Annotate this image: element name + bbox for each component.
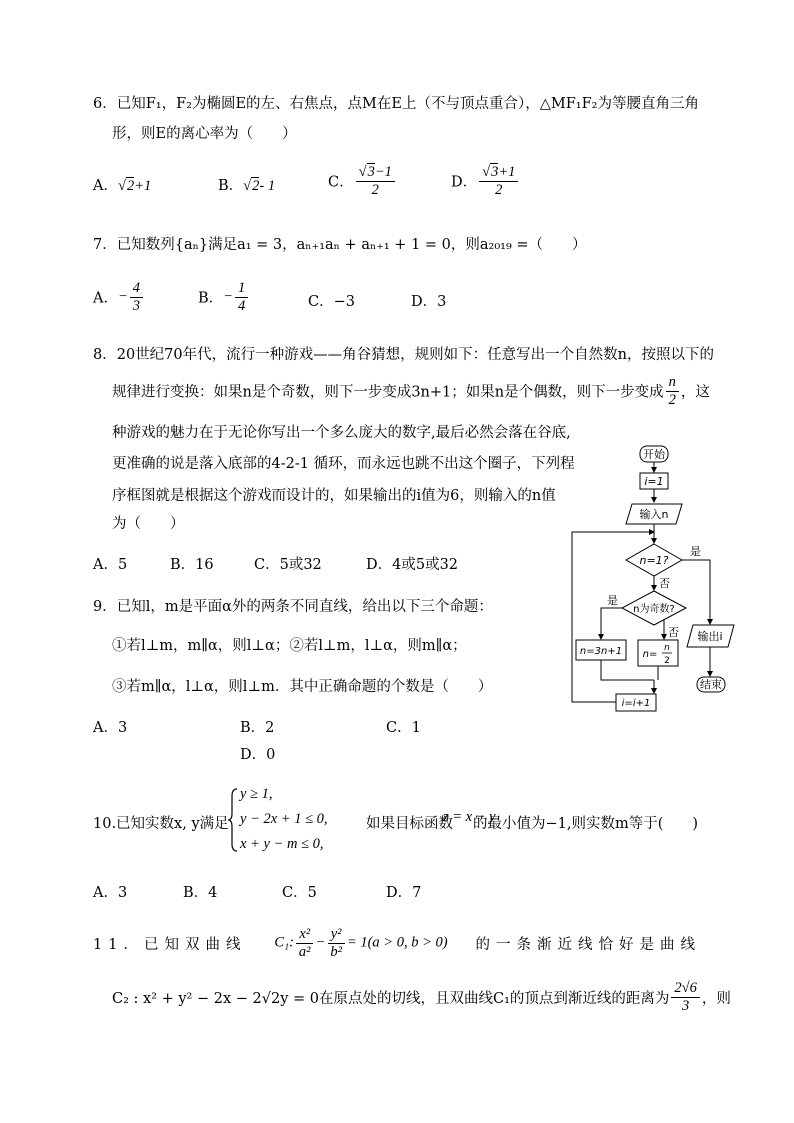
q9-line1: 9．已知l，m是平面α外的两条不同直线，给出以下三个命题： [93, 599, 493, 615]
q10-constraint-1: y ≥ 1, [240, 786, 273, 802]
flowchart-end-label: 结束 [700, 678, 722, 691]
q7-option-d: D．3 [411, 294, 447, 310]
q8-option-d: D．4或5或32 [366, 557, 459, 573]
q7-line1: 7．已知数列{aₙ}满足a₁ = 3，aₙ₊₁aₙ + aₙ₊₁ + 1 = 0，则a₂₀₁₉ =（ ） [93, 237, 587, 253]
q6-line1: 6．已知F₁，F₂为椭圆E的左、右焦点，点M在E上（不与顶点重合），△MF₁F₂为等腰直角三角 [93, 96, 699, 112]
q10-option-d: D．7 [386, 885, 422, 901]
flowchart-init-label: i=1 [644, 475, 664, 488]
q8-line5: 序框图就是根据这个游戏而设计的，如果输出的i值为6，则输入的n值 [112, 488, 556, 504]
q10-mid: 如果目标函数 [366, 816, 453, 832]
q9-option-c: C．1 [386, 720, 421, 736]
flowchart [560, 440, 760, 725]
flowchart-start-label: 开始 [643, 448, 665, 461]
flowchart-even-num: n [664, 643, 670, 653]
q10-constraint-2: y − 2x + 1 ≤ 0, [240, 811, 328, 827]
q6-option-d: D． $\frac{√3+1}{2}$ [451, 164, 520, 198]
flowchart-output-label: 输出i [697, 630, 723, 643]
q7-option-c: C．−3 [308, 294, 355, 310]
q6-line2: 形，则E的离心率为（ ） [112, 126, 297, 142]
q8-option-a: A．5 [93, 557, 128, 573]
flowchart-cond1-label: n=1? [639, 554, 669, 567]
q9-option-a: A．3 [93, 720, 128, 736]
q11-line2: C₂ : x² + y² − 2x − 2√2y = 0在原点处的切线，且双曲线C₁的顶点到渐近线的距离为 $\frac{2√6}{3}$ ，则 [112, 980, 731, 1014]
flowchart-no2-label: 否 [668, 626, 679, 639]
q9-line2: ①若l⊥m，m∥α，则l⊥α；②若l⊥m，l⊥α，则m∥α； [112, 638, 467, 654]
q11-line1: 11．已知双曲线 C₁: $\frac{\text{x²}}{\text{a²}}$ − $\frac{\text{y²}}{\text{b²}}$ = 1(a > 0, b > 0) 的一条渐近线恰好是曲线 [93, 926, 701, 960]
q10-option-a: A．3 [93, 885, 128, 901]
q6-option-b: B．√2- 1 [218, 178, 276, 194]
q6-option-c: C． $\frac{√3-1}{2}$ [328, 164, 397, 198]
q10-brace [228, 788, 238, 852]
q6-option-a: A．√2+1 [93, 178, 152, 194]
flowchart-even-den: 2 [664, 656, 670, 666]
flowchart-even-step-lhs: n= [642, 649, 658, 660]
q8-option-b: B．16 [170, 557, 214, 573]
flowchart-cond2-label: n为奇数? [633, 604, 675, 615]
q8-line2: 规律进行变换：如果n是个奇数，则下一步变成3n+1；如果n是个偶数，则下一步变成 $\frac{n}{2}$ ，这 [112, 374, 710, 408]
flowchart-input-label: 输入n [639, 508, 669, 521]
q10-option-b: B．4 [183, 885, 218, 901]
flowchart-no1-label: 否 [659, 577, 670, 590]
q7-option-b: B．− $\frac{1}{4}$ [198, 280, 250, 314]
q8-line1: 8．20世纪70年代，流行一种游戏——角谷猜想，规则如下：任意写出一个自然数n，按照以下的 [93, 347, 714, 363]
q10-prefix: 10.已知实数x, y满足 [93, 816, 229, 832]
q10-func: z = x − y [443, 809, 496, 825]
q10-option-c: C．5 [282, 885, 317, 901]
q8-option-c: C．5或32 [254, 557, 322, 573]
q8-line3: 种游戏的魅力在于无论你写出一个多么庞大的数字,最后必然会落在谷底, [112, 425, 571, 441]
flowchart-odd-step-label: n=3n+1 [579, 646, 623, 657]
flowchart-yes2-label: 是 [607, 594, 618, 607]
flowchart-yes1-label: 是 [690, 545, 701, 558]
q10-constraint-3: x + y − m ≤ 0, [240, 836, 324, 852]
flowchart-increment-label: i=i+1 [621, 698, 651, 709]
q8-line4: 更准确的说是落入底部的4-2-1 循环，而永远也跳不出这个圈子，下列程 [112, 456, 575, 472]
q10-suffix: 的最小值为−1,则实数m等于( ) [473, 816, 699, 832]
q7-option-a: A．− $\frac{4}{3}$ [93, 280, 145, 314]
q9-line3: ③若m∥α，l⊥α，则l⊥m．其中正确命题的个数是（ ） [112, 679, 493, 695]
q9-option-b: B．2 [240, 720, 275, 736]
q9-option-d: D．0 [240, 747, 276, 763]
q8-line6: 为（ ） [112, 516, 185, 532]
